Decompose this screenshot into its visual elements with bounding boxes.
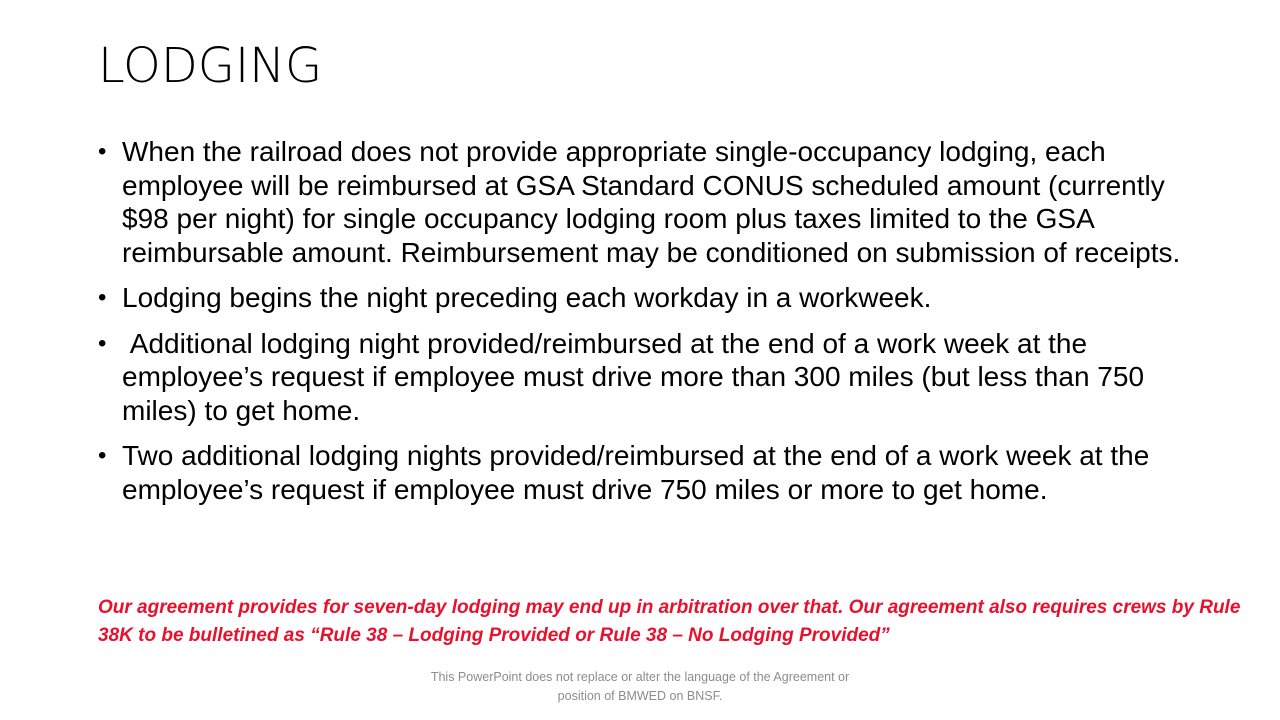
bullet-item-lodging-begins [98, 281, 1218, 315]
bullet-text: When the railroad does not provide appropriate single-occupancy lodging, each employee will be reimbursed at GSA Standard CONUS scheduled amount (currently $98 per night) for single occupancy lodging room plus taxes limited to the GSA reimbursable amount. Reimbursement may be conditioned on submission of receipts. [122, 136, 1181, 268]
bullet-text: Additional lodging night provided/reimbursed at the end of a work week at the employee’s request if employee must drive more than 300 miles (but less than 750 miles) to get home. [122, 327, 1152, 426]
bullet-marker: • [98, 442, 107, 469]
bullet-marker: • [98, 329, 107, 357]
footer-disclaimer: This PowerPoint does not replace or alter the language of the Agreement or position of BMWED on BNSF. [430, 670, 850, 703]
bullet-item-additional-night [98, 327, 1218, 428]
slide-title: LODGING [98, 38, 323, 94]
bullet-text: Lodging begins the night preceding each workday in a workweek. [122, 282, 932, 313]
bullet-item-two-additional-nights [98, 439, 1218, 506]
bullet-marker: • [98, 284, 107, 311]
agreement-note: Our agreement provides for seven-day lodging may end up in arbitration over that. Our agreement also requires crews by Rule 38K to be bulletined as “Rule 38 – Lodging Provided or Rule 38 – No Lodging Provided” [98, 597, 1241, 646]
bullet-list [98, 135, 1218, 518]
bullet-text: Two additional lodging nights provided/reimbursed at the end of a work week at the employee’s request if employee must drive 750 miles or more to get home. [122, 440, 1150, 505]
bullet-marker: • [98, 138, 107, 165]
bullet-item-reimbursement [98, 135, 1218, 269]
